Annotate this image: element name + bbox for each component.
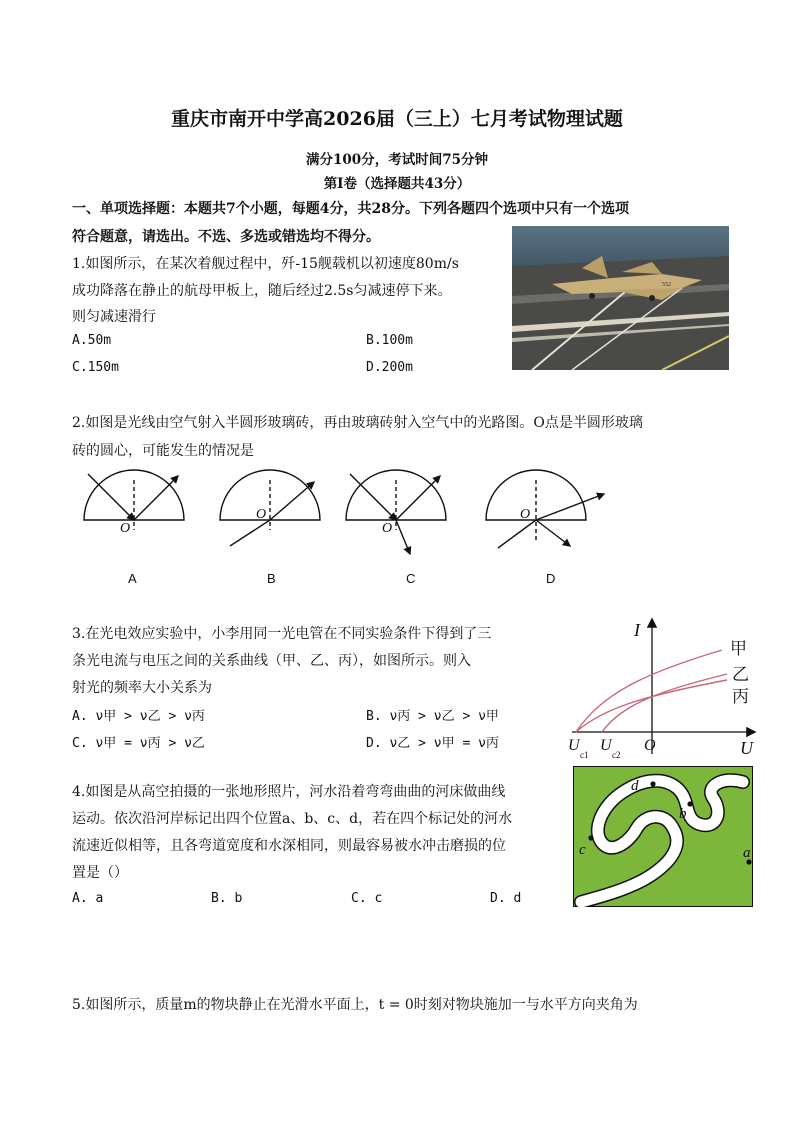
curve-jia [576,650,722,732]
q4-option-b[interactable]: B. b [211,891,243,906]
label-a: a [743,845,751,861]
q4-line-3: 流速近似相等，且各弯道宽度和水深相同，则最容易被水冲击磨损的位 [72,838,506,854]
curve-yi [602,674,727,732]
center-label: O [120,521,131,536]
q2-label-a[interactable]: A [128,571,137,586]
label-c: c [579,842,586,858]
point-d [650,781,655,786]
q4-option-a[interactable]: A. a [72,891,104,906]
curve-label-jia: 甲 [730,639,747,658]
y-axis-label: I [634,620,640,640]
q1-line-1: 1.如图所示，在某次着舰过程中，歼-15舰载机以初速度80m/s [72,256,459,272]
origin-label: O [644,737,656,754]
point-c [588,835,593,840]
q4-option-d[interactable]: D. d [490,891,522,906]
photocurrent-graph [562,614,764,762]
q5-line-1: 5.如图所示，质量m的物块静止在光滑水平面上，t = 0时刻对物块施加一与水平方向夹角为 [72,997,638,1013]
diagram-a [84,470,184,536]
q3-option-b[interactable]: B. ν丙 > ν乙 > ν甲 [366,709,499,724]
q3-option-a[interactable]: A. ν甲 > ν乙 > ν丙 [72,709,205,724]
river-map [573,766,753,907]
q1-option-b[interactable]: B.100m [366,333,413,348]
carrier-landing-photo [512,226,729,370]
page-title: 重庆市南开中学高2026届（三上）七月考试物理试题 [171,108,623,130]
q2-label-d[interactable]: D [546,571,556,586]
center-label: O [382,521,393,536]
section-instruction-2: 符合题意，请选出。不选、多选或错选均不得分。 [72,229,380,245]
q1-option-a[interactable]: A.50m [72,333,112,348]
q2-label-b[interactable]: B [267,571,276,586]
q3-option-c[interactable]: C. ν甲 = ν丙 > ν乙 [72,736,205,751]
diagram-b [220,470,320,546]
uc1-subscript: c1 [580,750,589,760]
q2-label-c[interactable]: C [406,571,416,586]
q2-line-1: 2.如图是光线由空气射入半圆形玻璃砖，再由玻璃砖射入空气中的光路图。O点是半圆形玻璃 [72,415,643,431]
q2-light-path-diagrams [70,462,620,592]
center-label: O [256,507,267,522]
curve-label-yi: 乙 [732,665,749,684]
section-instruction-1: 一、单项选择题：本题共7个小题，每题4分，共28分。下列各题四个选项中只有一个选项 [72,201,629,217]
q3-option-d[interactable]: D. ν乙 > ν甲 = ν丙 [366,736,499,751]
q3-line-2: 条光电流与电压之间的关系曲线（甲、乙、丙），如图所示。则入 [72,653,471,669]
q4-line-2: 运动。依次沿河岸标记出四个位置a、b、c、d，若在四个标记处的河水 [72,811,513,827]
q1-option-d[interactable]: D.200m [366,360,413,375]
q1-line-3: 则匀减速滑行 [72,309,156,325]
x-axis-label: U [740,738,753,758]
q4-line-1: 4.如图是从高空拍摄的一张地形照片，河水沿着弯弯曲曲的河床做曲线 [72,784,506,800]
part-heading: 第Ⅰ卷（选择题共43分） [323,176,471,192]
exam-info: 满分100分，考试时间75分钟 [306,152,488,168]
label-d: d [631,778,639,794]
label-b: b [679,806,687,822]
point-b [687,801,692,806]
q1-option-c[interactable]: C.150m [72,360,119,375]
q3-line-1: 3.在光电效应实验中，小李用同一光电管在不同实验条件下得到了三 [72,626,492,642]
diagram-c [346,470,446,554]
q4-option-c[interactable]: C. c [351,891,383,906]
uc2-label: U [600,737,612,754]
diagram-d [486,470,604,548]
q3-line-3: 射光的频率大小关系为 [72,680,212,696]
center-label: O [520,507,531,522]
q4-line-4: 置是（） [72,865,128,881]
tail-number: 552 [662,282,671,288]
uc2-subscript: c2 [612,750,621,760]
q2-line-2: 砖的圆心，可能发生的情况是 [72,443,254,459]
curve-label-bing: 丙 [732,687,749,706]
q1-line-2: 成功降落在静止的航母甲板上，随后经过2.5s匀减速停下来。 [72,283,452,299]
uc1-label: U [568,737,580,754]
